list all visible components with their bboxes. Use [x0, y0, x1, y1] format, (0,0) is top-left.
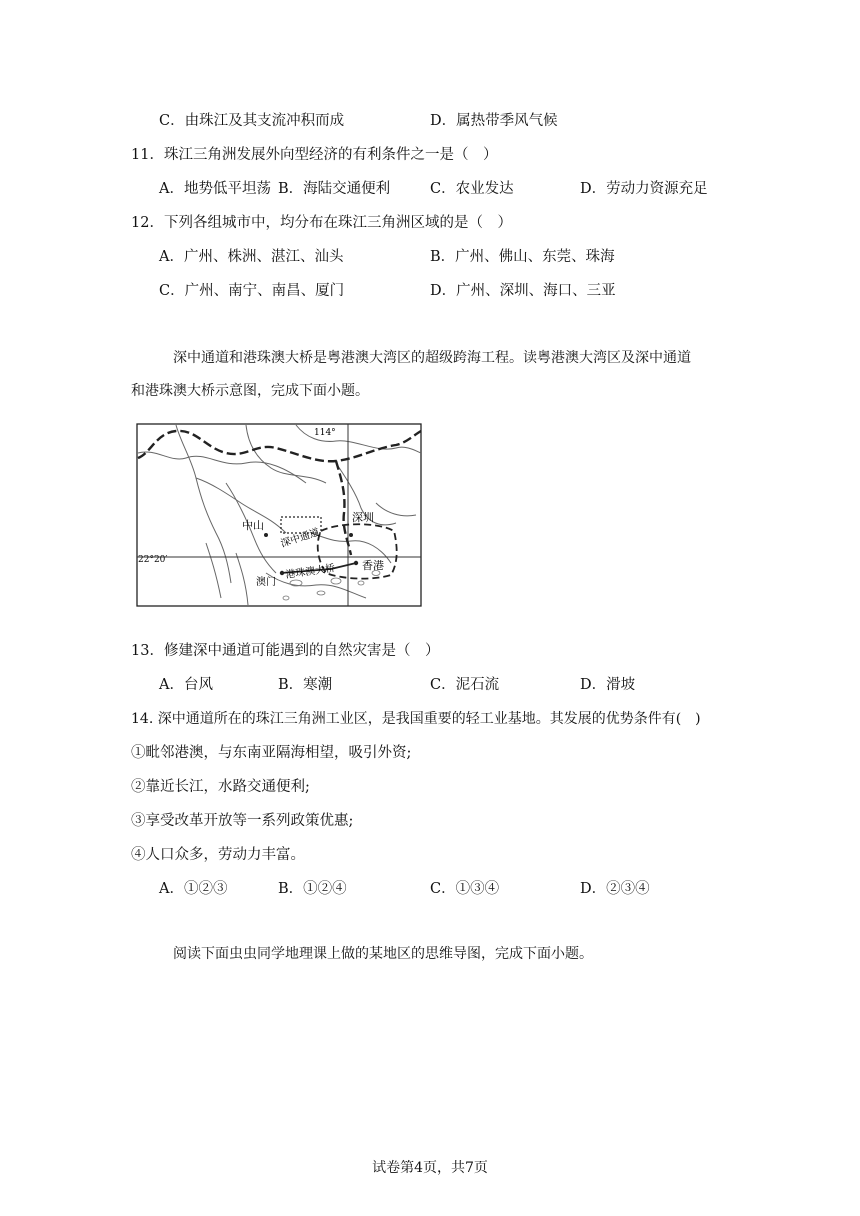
q12-option-c: C．广州、南宁、南昌、厦门 [159, 283, 345, 299]
q14-statement-1: ①毗邻港澳，与东南亚隔海相望，吸引外资; [131, 745, 412, 761]
lon-label: 114° [314, 428, 336, 438]
q12-option-b: B．广州、佛山、东莞、珠海 [430, 249, 615, 265]
q14-option-d: D．②③④ [580, 881, 650, 897]
q11-option-a: A．地势低平坦荡 [159, 181, 271, 197]
page-footer: 试卷第4页，共7页 [372, 1160, 488, 1176]
q12-stem: 12．下列各组城市中，均分布在珠江三角洲区域的是（ ） [131, 215, 512, 231]
q13-stem: 13．修建深中通道可能遇到的自然灾害是（ ） [131, 643, 440, 659]
hzmb-label: 港珠澳大桥 [284, 563, 336, 581]
q12-option-d: D．广州、深圳、海口、三亚 [430, 283, 616, 299]
macau-label: 澳门 [256, 577, 276, 588]
shenzhong-label: 深中通道 [279, 527, 321, 550]
map-frame [137, 424, 421, 606]
q13-option-c: C．泥石流 [430, 677, 500, 693]
q11-option-c: C．农业发达 [430, 181, 514, 197]
greater-bay-area-map [136, 423, 422, 607]
hongkong-label: 香港 [362, 559, 384, 572]
q14-option-a: A．①②③ [159, 881, 228, 897]
q13-option-a: A．台风 [159, 677, 213, 693]
q14-statement-4: ④人口众多，劳动力丰富。 [131, 847, 305, 863]
q10-option-d: D．属热带季风气候 [430, 113, 558, 129]
hongkong-dot [354, 561, 358, 565]
shenzhen-label: 深圳 [352, 511, 374, 524]
q10-option-c: C．由珠江及其支流冲积而成 [159, 113, 345, 129]
q12-option-a: A．广州、株洲、湛江、汕头 [159, 249, 344, 265]
q14-statement-2: ②靠近长江，水路交通便利; [131, 779, 310, 795]
q11-option-b: B．海陆交通便利 [278, 181, 391, 197]
passage2: 阅读下面虫虫同学地理课上做的某地区的思维导图，完成下面小题。 [173, 946, 593, 962]
map-figure [136, 423, 422, 607]
lat-label: 22°20′ [138, 555, 168, 565]
zhongshan-dot [264, 533, 268, 537]
q14-option-c: C．①③④ [430, 881, 500, 897]
q13-option-b: B．寒潮 [278, 677, 333, 693]
q14-statement-3: ③享受改革开放等一系列政策优惠; [131, 813, 354, 829]
passage1-line1: 深中通道和港珠澳大桥是粤港澳大湾区的超级跨海工程。读粤港澳大湾区及深中通道 [173, 350, 691, 366]
zhongshan-label: 中山 [242, 519, 264, 532]
macau-dot [280, 571, 284, 575]
q11-stem: 11．珠江三角洲发展外向型经济的有利条件之一是（ ） [131, 147, 498, 163]
q14-stem: 14. 深中通道所在的珠江三角洲工业区，是我国重要的轻工业基地。其发展的优势条件有( ) [131, 711, 701, 727]
q14-option-b: B．①②④ [278, 881, 347, 897]
shenzhen-dot [349, 533, 353, 537]
q13-option-d: D．滑坡 [580, 677, 636, 693]
q11-option-d: D．劳动力资源充足 [580, 181, 708, 197]
passage1-line2: 和港珠澳大桥示意图，完成下面小题。 [131, 383, 369, 399]
